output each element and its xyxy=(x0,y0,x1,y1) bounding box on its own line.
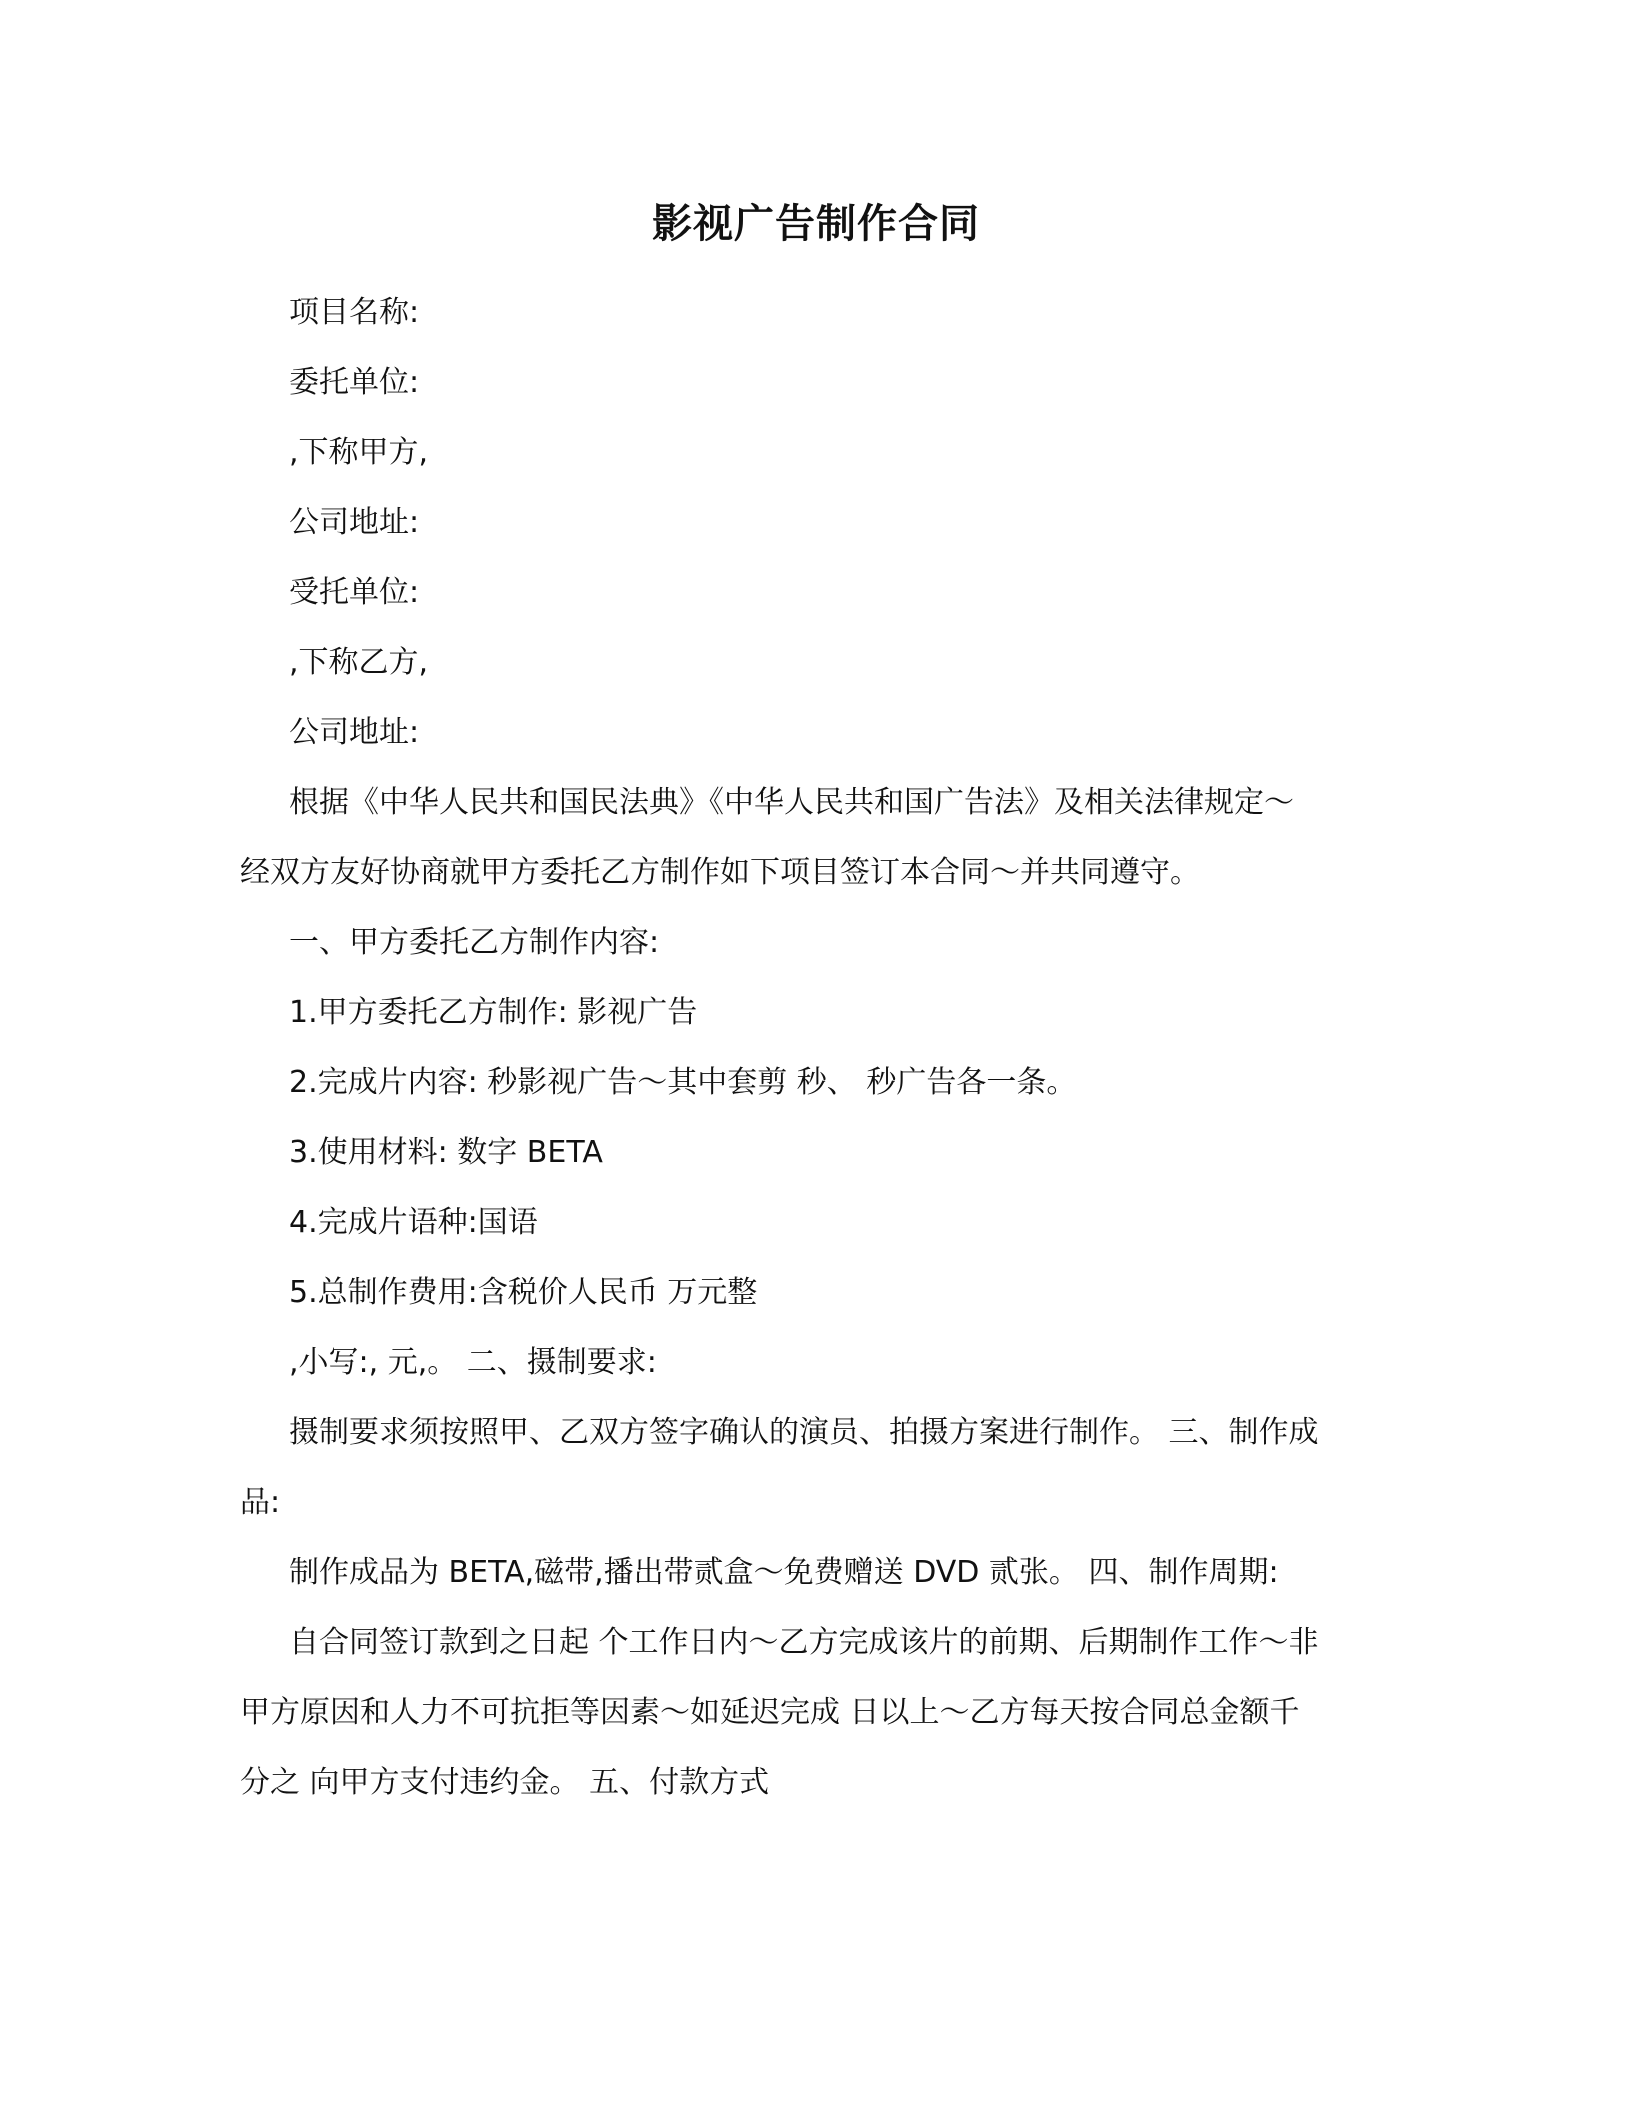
shoot-requirement-line-1: 摄制要求须按照甲、乙双方签字确认的演员、拍摄方案进行制作。 三、制作成 xyxy=(289,1415,1319,1450)
item-5: 5.总制作费用:含税价人民币 万元整 xyxy=(289,1275,758,1310)
period-line-1: 自合同签订款到之日起 个工作日内～乙方完成该片的前期、后期制作工作～非 xyxy=(289,1625,1319,1660)
contractor-address-line: 公司地址: xyxy=(289,715,420,750)
client-unit-line: 委托单位: xyxy=(289,365,420,400)
preamble-line-2: 经双方友好协商就甲方委托乙方制作如下项目签订本合同～并共同遵守。 xyxy=(240,855,1200,890)
contractor-unit-line: 受托单位: xyxy=(289,575,420,610)
item-3: 3.使用材料: 数字 BETA xyxy=(289,1135,603,1170)
preamble-line-1: 根据《中华人民共和国民法典》《中华人民共和国广告法》及相关法律规定～ xyxy=(289,785,1294,820)
item-2: 2.完成片内容: 秒影视广告～其中套剪 秒、 秒广告各一条。 xyxy=(289,1065,1077,1100)
shoot-requirement-paragraph xyxy=(240,1398,1380,1538)
document-body xyxy=(240,278,1380,1818)
party-a-alias-line: ,下称甲方, xyxy=(289,435,429,470)
item-1: 1.甲方委托乙方制作: 影视广告 xyxy=(289,995,698,1030)
small-write-line: ,小写:, 元,。 二、摄制要求: xyxy=(289,1345,657,1380)
client-address-line: 公司地址: xyxy=(289,505,420,540)
shoot-requirement-line-2: 品: xyxy=(240,1485,281,1520)
period-paragraph xyxy=(240,1608,1380,1818)
product-line: 制作成品为 BETA,磁带,播出带贰盒～免费赠送 DVD 贰张。 四、制作周期: xyxy=(289,1555,1279,1590)
document-title: 影视广告制作合同 xyxy=(652,201,980,247)
section-1-heading: 一、甲方委托乙方制作内容: xyxy=(289,925,660,960)
party-b-alias-line: ,下称乙方, xyxy=(289,645,429,680)
period-line-3: 分之 向甲方支付违约金。 五、付款方式 xyxy=(240,1765,770,1800)
preamble-paragraph xyxy=(240,768,1380,908)
period-line-2: 甲方原因和人力不可抗拒等因素～如延迟完成 日以上～乙方每天按合同总金额千 xyxy=(240,1695,1300,1730)
project-name-line: 项目名称: xyxy=(289,295,420,330)
item-4: 4.完成片语种:国语 xyxy=(289,1205,538,1240)
